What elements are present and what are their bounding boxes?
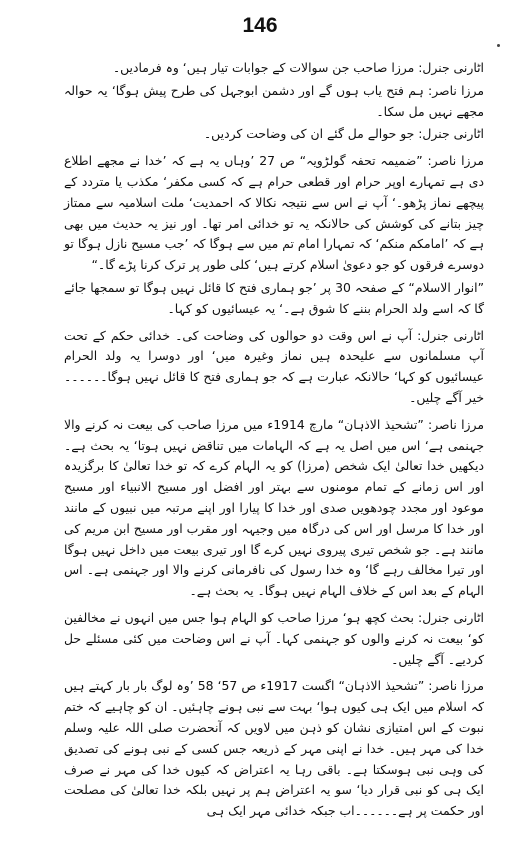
paragraph-6: اٹارنی جنرل: آپ نے اس وقت دو حوالوں کی وضاحت کی۔ خدائی حکم کے تحت آپ مسلمانوں سے علیحدہ ہیں نماز وغیرہ میں‘ اور دوسرا یہ ولد الحرام عیسائیوں کو کہا‘ حالانکہ عبارت ہے کہ جو ہماری فتح کا قائل نہیں ہوگا۔۔۔۔۔۔خیر آگے چلیں۔ [64, 327, 484, 405]
paragraph-3: اٹارنی جنرل: جو حوالے مل گئے ان کی وضاحت کردیں۔ [203, 126, 484, 142]
scan-speck [497, 44, 500, 47]
paragraph-2: مرزا ناصر: ہم فتح یاب ہوں گے اور دشمن ابوجہل کی طرح پیش ہوگا‘ یہ حوالہ مجھے نہیں مل سکا۔ [64, 82, 484, 119]
paragraph-1: اٹارنی جنرل: مرزا صاحب جن سوالات کے جوابات تیار ہیں‘ وہ فرمادیں۔ [112, 60, 484, 75]
page-number: 146 [242, 14, 278, 37]
paragraph-5: ”انوار الاسلام“ کے صفحہ 30 پر ’جو ہماری فتح کا قائل نہیں ہوگا تو سمجھا جائے گا کہ اسے ولد الحرام بننے کا شوق ہے۔‘ یہ عیسائیوں کو کہا۔ [64, 279, 484, 316]
paragraph-8: اٹارنی جنرل: بحث کچھ ہو‘ مرزا صاحب کو الہام ہوا جس میں انہوں نے مخالفین کو‘ بیعت نہ کرنے والوں کو جہنمی کہا۔ آپ نے اس وضاحت میں کئی مسئلے حل کردیے۔ آگے چلیں۔ [64, 609, 484, 667]
paragraph-7: مرزا ناصر: ”تشحیذ الاذہان“ مارچ 1914ء میں مرزا صاحب کی بیعت نہ کرنے والا جہنمی ہے‘ اس میں اصل یہ ہے کہ الہامات میں تناقض نہیں ہوتا‘ یہ بحث ہے۔ دیکھیں خدا تعالیٰ ایک شخص (مرزا) کو یہ الہام کرے کہ تو خدا تعالیٰ کا برگزیدہ اور اس زمانے کے تمام مومنوں سے بہتر اور افضل اور مسیح الانبیاء اور مسیح موعود اور مجدد چودھویں صدی اور خدا کا پیارا اور اپنے مرتبہ میں نبیوں کے مانند اور خدا کا مرسل اور اس کی درگاہ میں وجیہہ اور مقرب اور مسیح ابن مریم کی مانند ہے۔ جو شخص تیری پیروی نہیں کرے گا اور تیری بیعت میں داخل نہیں ہوگا اور تیرا مخالف رہے گا‘ وہ خدا رسول کی نافرمانی کرنے والا اور جہنمی ہے۔ اس الہام کے بعد اس کے خلاف الہام نہیں ہوگا۔ یہ بحث ہے۔ [64, 416, 484, 599]
paragraph-4: مرزا ناصر: ”ضمیمہ تحفہ گولڑویہ“ ص 27 ’وہاں یہ ہے کہ ’خدا نے مجھے اطلاع دی ہے تمہارے اوپر حرام اور قطعی حرام ہے کہ کسی مکفر‘ مکذب یا متردد کے پیچھے نماز پڑھو۔‘ آپ نے اس سے نتیجہ نکالا کہ احمدیت‘ ملت اسلامیہ سے ممتاز چیز بتانے کی کوشش کی حالانکہ یہ تو خدائی امر تھا۔ اور نیز یہ حدیث میں بھی ہے کہ ’امامکم منکم‘ کہ تمہارا امام تم میں سے ہوگا کہ ’جب مسیح نازل ہوگا تو دوسرے فرقوں کو جو دعویٰ اسلام کرتے ہیں‘ کلی طور پر ترک کرنا پڑے گا۔“ [64, 153, 484, 273]
page-body [64, 58, 484, 822]
paragraph-9: مرزا ناصر: ”تشحیذ الاذہان“ اگست 1917ء ص 57‘ 58 ’وہ لوگ بار بار کہتے ہیں کہ اسلام میں ایک ہی کیوں ہوا‘ بہت سے نبی ہونے چاہئیں۔ ان کو چاہیے کہ ختم نبوت کے اس امتیازی نشان کو ذہن میں لاویں کہ آنحضرت صلی اللہ علیہ وسلم خدا کی مہر ہیں۔ خدا نے اپنی مہر کے ذریعہ جس کسی کے نبی ہونے کی تصدیق کی وہی نبی ہوسکتا ہے۔ باقی رہا یہ اعتراض کہ کیوں خدا کی مہر نے صرف ایک ہی کو نبی قرار دیا‘ سو یہ اعتراض ہم پر نہیں بلکہ خدا تعالیٰ کی مصلحت اور حکمت پر ہے۔۔۔۔۔۔اب جبکہ خدائی مہر ایک ہی [64, 678, 485, 819]
